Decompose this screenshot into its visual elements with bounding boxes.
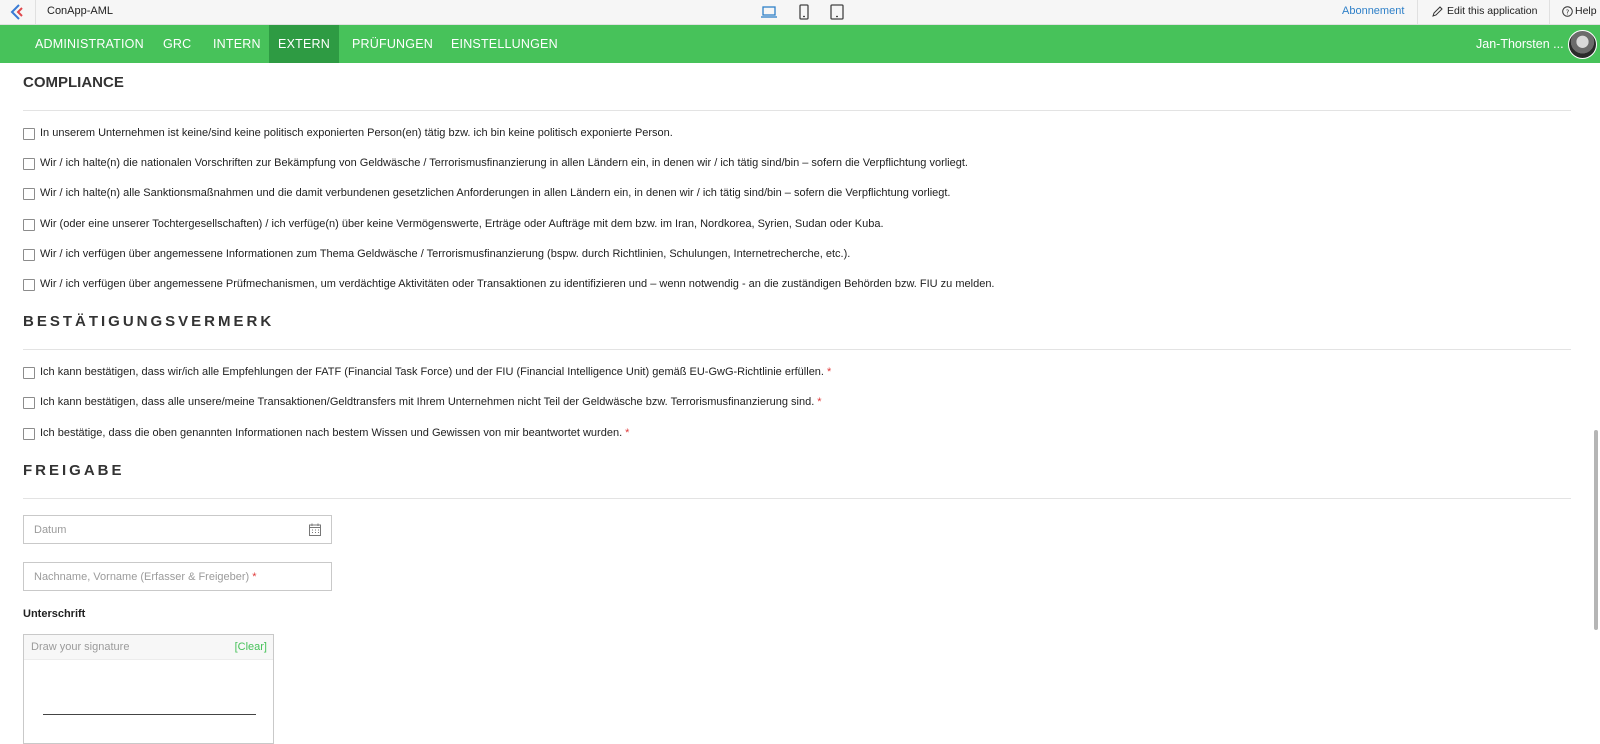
- app-title: ConApp-AML: [47, 5, 114, 17]
- checkbox[interactable]: [23, 128, 35, 140]
- mobile-view-icon[interactable]: [795, 4, 813, 20]
- tablet-view-icon[interactable]: [828, 4, 846, 20]
- pencil-icon: [1432, 6, 1443, 17]
- help-icon: [1562, 6, 1573, 17]
- divider: [1549, 0, 1550, 24]
- checkbox-label[interactable]: Ich kann bestätigen, dass alle unsere/meine Transaktionen/Geldtransfers mit Ihrem Unternehmen nicht Teil der Geldwäsche bzw. Terrorismusfinanzierung sind. *: [40, 396, 822, 408]
- nav-item-administration[interactable]: ADMINISTRATION: [35, 37, 144, 51]
- top-bar: [0, 0, 1600, 25]
- date-field[interactable]: [23, 515, 332, 544]
- scrollbar[interactable]: [1594, 430, 1598, 630]
- required-marker: *: [817, 396, 822, 408]
- checkbox[interactable]: [23, 158, 35, 170]
- checkbox-label[interactable]: Wir / ich halte(n) alle Sanktionsmaßnahmen und die damit verbundenen gesetzlichen Anforderungen in allen Ländern ein, in denen wir / ich tätig sind/bin – sofern die Verpflichtung vorliegt.: [40, 187, 951, 199]
- checkbox-label[interactable]: Wir / ich halte(n) die nationalen Vorschriften zur Bekämpfung von Geldwäsche / Terrorismusfinanzierung in allen Ländern ein, in denen wir / ich tätig sind/bin – sofern die Verpflichtung vorliegt.: [40, 157, 968, 169]
- avatar[interactable]: [1568, 30, 1597, 59]
- checkbox[interactable]: [23, 367, 35, 379]
- checkbox-label[interactable]: Ich kann bestätigen, dass wir/ich alle Empfehlungen der FATF (Financial Task Force) und der FIU (Financial Intelligence Unit) gemäß EU-GwG-Richtlinie erfüllen. *: [40, 366, 832, 378]
- desktop-view-icon[interactable]: [760, 4, 778, 20]
- signature-clear-button[interactable]: [Clear]: [234, 641, 267, 653]
- checkbox-label[interactable]: Wir / ich verfügen über angemessene Informationen zum Thema Geldwäsche / Terrorismusfinanzierung (bspw. durch Richtlinien, Schulungen, Internetrecherche, etc.).: [40, 248, 851, 260]
- signature-baseline: [43, 714, 256, 715]
- checkbox[interactable]: [23, 397, 35, 409]
- checkbox[interactable]: [23, 249, 35, 261]
- checkbox-label[interactable]: In unserem Unternehmen ist keine/sind keine politisch exponierten Person(en) tätig bzw. ich bin keine politisch exponierte Person.: [40, 127, 673, 139]
- divider: [23, 349, 1571, 350]
- nav-item-grc[interactable]: GRC: [163, 37, 192, 51]
- checkbox[interactable]: [23, 279, 35, 291]
- required-marker: *: [252, 571, 257, 583]
- checkbox-label[interactable]: Ich bestätige, dass die oben genannten Informationen nach bestem Wissen und Gewissen von mir beantwortet wurden. *: [40, 427, 630, 439]
- signature-label: Unterschrift: [23, 608, 86, 620]
- calendar-icon[interactable]: [309, 523, 321, 536]
- required-marker: *: [625, 427, 630, 439]
- main-nav: [0, 25, 1600, 63]
- abonnement-link[interactable]: Abonnement: [1342, 5, 1405, 17]
- signature-pad[interactable]: [23, 634, 274, 744]
- checkbox[interactable]: [23, 219, 35, 231]
- checkbox-label[interactable]: Wir / ich verfügen über angemessene Prüfmechanismen, um verdächtige Aktivitäten oder Transaktionen zu identifizieren und – wenn notwendig - an die zuständigen Behörden bzw. FIU zu melden.: [40, 278, 995, 290]
- signature-placeholder: Draw your signature: [31, 641, 130, 653]
- help-button[interactable]: Help: [1575, 5, 1597, 17]
- divider: [23, 110, 1571, 111]
- checkbox-label[interactable]: Wir (oder eine unserer Tochtergesellschaften) / ich verfüge(n) über keine Vermögenswerte, Erträge oder Aufträge mit dem bzw. im Iran, Nordkorea, Syrien, Sudan oder Kuba.: [40, 218, 884, 230]
- date-placeholder: Datum: [34, 524, 67, 536]
- user-name[interactable]: Jan-Thorsten ...: [1476, 37, 1564, 51]
- divider: [23, 498, 1571, 499]
- app-logo-icon[interactable]: [9, 3, 27, 21]
- section-title-freigabe: FREIGABE: [23, 462, 125, 479]
- edit-application-button[interactable]: Edit this application: [1447, 5, 1538, 17]
- required-marker: *: [826, 366, 832, 378]
- section-title-compliance: COMPLIANCE: [23, 74, 124, 91]
- divider: [35, 0, 36, 24]
- checkbox[interactable]: [23, 188, 35, 200]
- checkbox[interactable]: [23, 428, 35, 440]
- name-field[interactable]: [23, 562, 332, 591]
- nav-item-pruefungen[interactable]: PRÜFUNGEN: [352, 37, 433, 51]
- nav-item-extern[interactable]: EXTERN: [269, 25, 339, 63]
- name-placeholder: Nachname, Vorname (Erfasser & Freigeber) *: [34, 571, 257, 583]
- divider: [1417, 0, 1418, 24]
- nav-item-intern[interactable]: INTERN: [213, 37, 261, 51]
- svg-text:?: ?: [1565, 8, 1570, 17]
- section-title-bestaetigungsvermerk: BESTÄTIGUNGSVERMERK: [23, 313, 275, 330]
- nav-item-einstellungen[interactable]: EINSTELLUNGEN: [451, 37, 558, 51]
